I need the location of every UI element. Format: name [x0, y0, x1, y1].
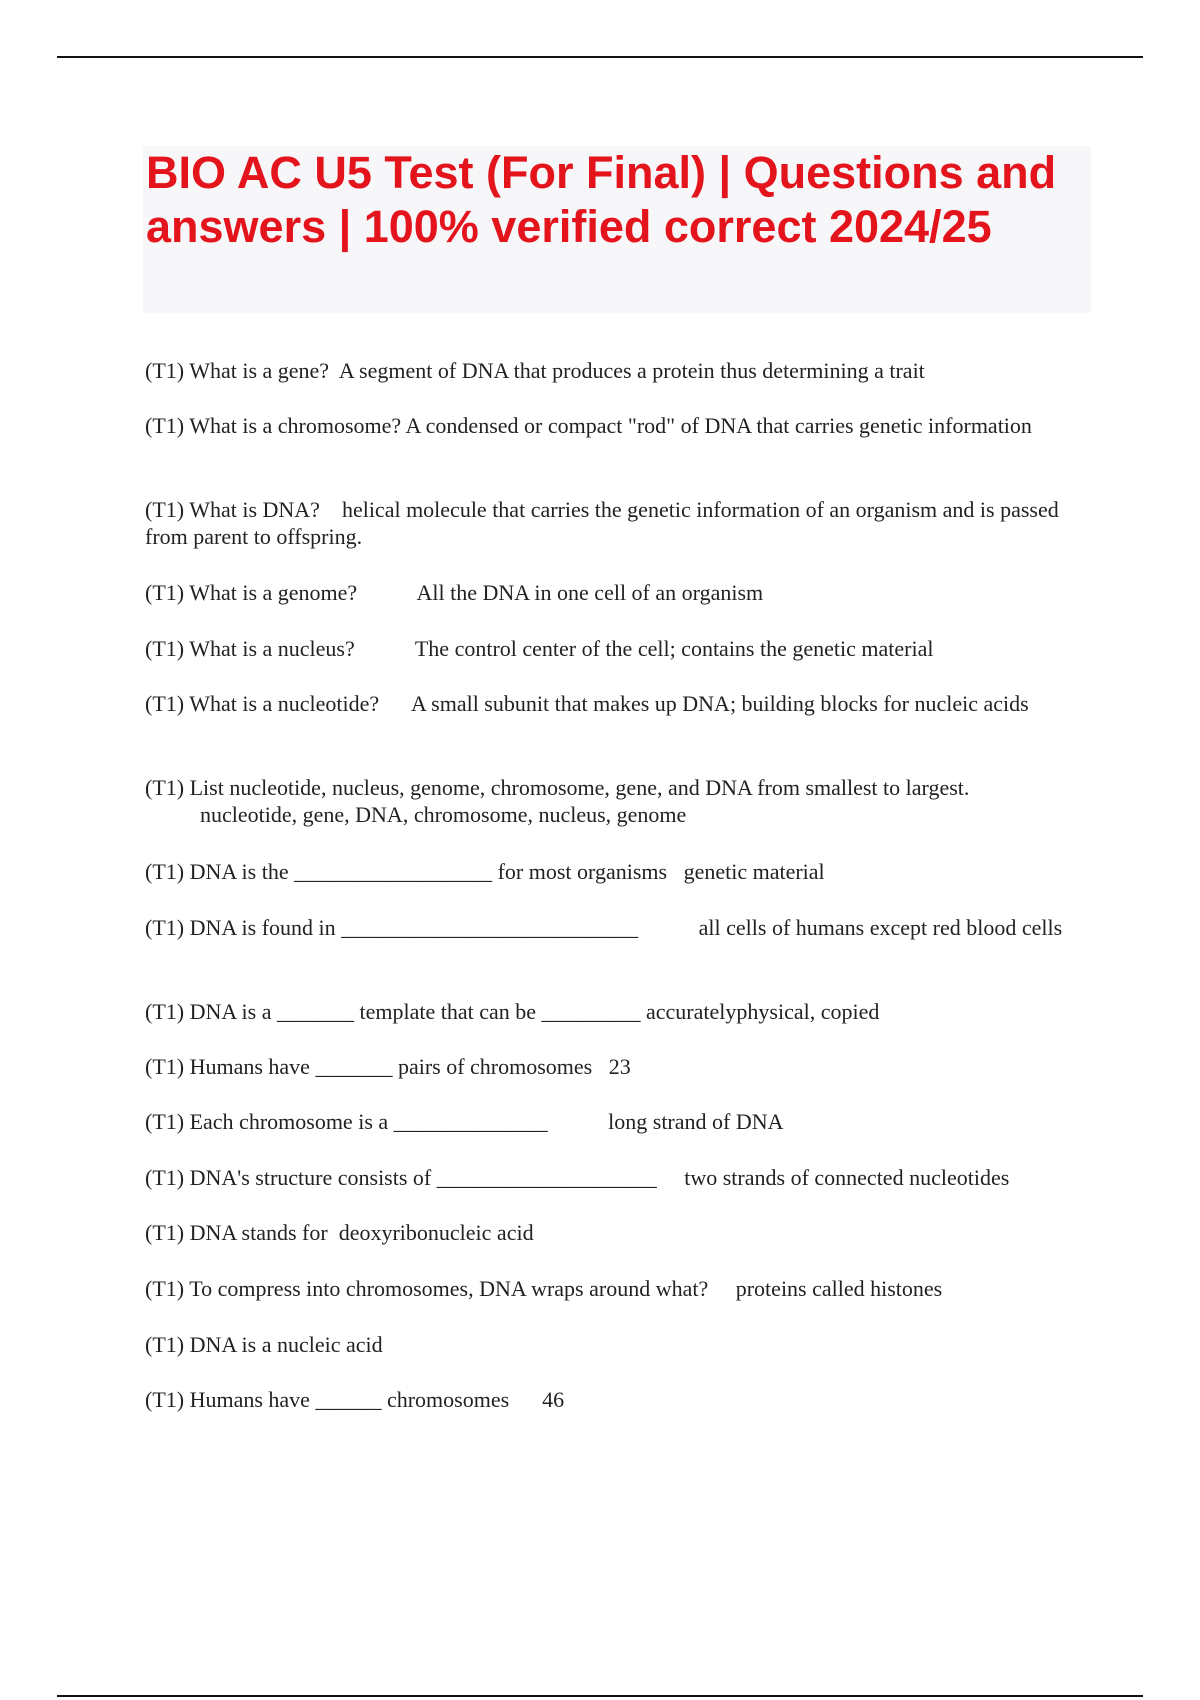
document-title: BIO AC U5 Test (For Final) | Questions and answers | 100% verified correct 2024/25: [146, 147, 1057, 252]
question-text: (T1) What is a gene?: [145, 358, 330, 383]
qa-item-12: [145, 1108, 1095, 1135]
answer-text: helical molecule that carries the genetic information of an organism and is passed from parent to offspring.: [145, 497, 1065, 549]
qa-item-17: [145, 1386, 1095, 1413]
answer-text: physical, copied: [736, 999, 880, 1024]
qa-item-1: [145, 357, 1095, 384]
question-text: (T1) Humans have ______ chromosomes: [145, 1387, 510, 1412]
question-text: (T1) What is a nucleus?: [145, 636, 355, 661]
qa-item-16: [145, 1331, 1095, 1358]
question-text: (T1) What is DNA?: [145, 497, 320, 522]
question-text: (T1) What is a nucleotide?: [145, 691, 380, 716]
answer-text: A segment of DNA that produces a protein thus determining a trait: [338, 358, 925, 383]
question-text: (T1) DNA stands for: [145, 1220, 328, 1245]
footer-rule: [57, 1695, 1143, 1697]
qa-item-13: [145, 1164, 1095, 1191]
qa-item-9: [145, 914, 1095, 941]
qa-item-2: [145, 412, 1095, 439]
answer-text: nucleotide, gene, DNA, chromosome, nucleus, genome: [200, 802, 687, 827]
header-rule: [57, 56, 1143, 58]
question-text: (T1) DNA is the __________________ for most organisms: [145, 859, 668, 884]
qa-item-5: [145, 635, 1095, 662]
answer-text: all cells of humans except red blood cells: [698, 915, 1063, 940]
question-text: (T1) What is a chromosome?: [145, 413, 402, 438]
qa-item-14: [145, 1219, 1095, 1246]
question-text: (T1) DNA's structure consists of ____________________: [145, 1165, 657, 1190]
question-text: (T1) Humans have _______ pairs of chromosomes: [145, 1054, 593, 1079]
answer-text: A small subunit that makes up DNA; building blocks for nucleic acids: [410, 691, 1029, 716]
question-text: (T1) DNA is a nucleic acid: [145, 1332, 383, 1357]
question-text: (T1) DNA is a _______ template that can be _________ accurately: [145, 999, 737, 1024]
answer-text: 23: [608, 1054, 631, 1079]
question-text: (T1) What is a genome?: [145, 580, 358, 605]
answer-text: The control center of the cell; contains the genetic material: [414, 636, 934, 661]
qa-item-15: [145, 1275, 1095, 1302]
answer-text: A condensed or compact "rod" of DNA that carries genetic information: [405, 413, 1032, 438]
answer-text: two strands of connected nucleotides: [684, 1165, 1010, 1190]
answer-text: proteins called histones: [735, 1276, 943, 1301]
qa-item-10: [145, 998, 1095, 1025]
qa-item-6: [145, 690, 1095, 717]
qa-item-4: [145, 579, 1095, 606]
answer-text: long strand of DNA: [608, 1109, 784, 1134]
answer-text: 46: [542, 1387, 565, 1412]
answer-text: genetic material: [683, 859, 825, 884]
answer-text: All the DNA in one cell of an organism: [416, 580, 764, 605]
question-text: (T1) DNA is found in ___________________________: [145, 915, 639, 940]
question-text: (T1) List nucleotide, nucleus, genome, chromosome, gene, and DNA from smallest to largest.: [145, 775, 970, 800]
question-text: (T1) To compress into chromosomes, DNA wraps around what?: [145, 1276, 709, 1301]
question-text: (T1) Each chromosome is a ______________: [145, 1109, 548, 1134]
qa-item-8: [145, 858, 1095, 885]
qa-item-7: [145, 774, 1095, 828]
answer-text: deoxyribonucleic acid: [338, 1220, 534, 1245]
qa-item-3: [145, 496, 1095, 550]
qa-item-11: [145, 1053, 1095, 1080]
